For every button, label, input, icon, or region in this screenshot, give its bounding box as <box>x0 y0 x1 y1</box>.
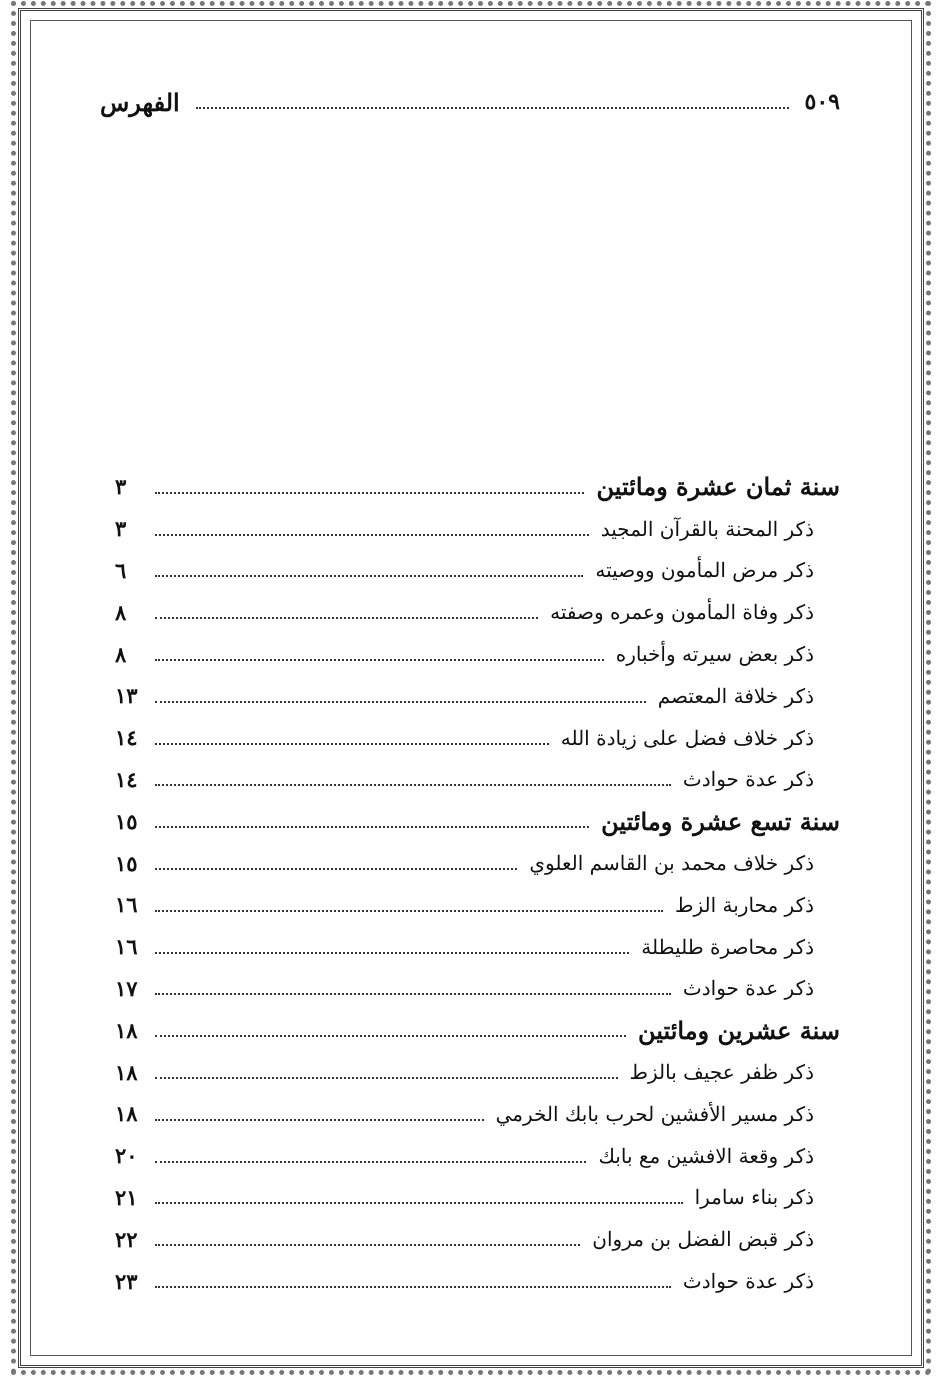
toc-section-title: سنة عشرين ومائتين <box>637 1015 840 1045</box>
running-header <box>100 82 840 122</box>
leader-dots <box>155 952 629 954</box>
header-title: الفهرس <box>100 87 180 117</box>
leader-dots <box>155 826 589 828</box>
toc-entry-row <box>115 675 840 717</box>
toc-entry-row <box>115 1135 840 1177</box>
leader-dots <box>155 659 604 661</box>
toc-page-number: ١٥ <box>115 850 138 876</box>
toc-entry-title: ذكر بعض سيرته وأخباره <box>615 642 814 667</box>
toc-page-number: ١٦ <box>115 892 138 918</box>
toc-entry-title: ذكر محاربة الزط <box>674 892 814 917</box>
toc-entry-title: ذكر وقعة الافشين مع بابك <box>598 1143 814 1168</box>
toc-page-number: ٨ <box>115 599 127 625</box>
leader-dots <box>155 1035 626 1037</box>
toc-page-number: ٨ <box>115 641 127 667</box>
toc-section-title: سنة ثمان عشرة ومائتين <box>596 472 840 502</box>
toc-entry-row <box>115 884 840 926</box>
toc-entry-title: ذكر خلاف محمد بن القاسم العلوي <box>529 851 814 876</box>
leader-dots <box>155 910 663 912</box>
header-page-number: ٥٠٩ <box>804 89 840 115</box>
leader-dots <box>155 1286 671 1288</box>
toc-entry-row <box>115 1260 840 1302</box>
toc-entry-title: ذكر عدة حوادث <box>682 1269 814 1294</box>
toc-entry-row <box>115 550 840 592</box>
leader-dots <box>155 1161 586 1163</box>
toc-entry-title: ذكر وفاة المأمون وعمره وصفته <box>550 600 814 625</box>
leader-dots <box>155 1077 618 1079</box>
leader-dots <box>155 1202 683 1204</box>
leader-dots <box>155 701 646 703</box>
toc-entry-row <box>115 717 840 759</box>
toc-entry-row <box>115 1051 840 1093</box>
toc-section-row <box>115 800 840 842</box>
toc-page-number: ١٥ <box>115 808 138 834</box>
toc-entry-row <box>115 591 840 633</box>
toc-page-number: ٣ <box>115 516 127 542</box>
toc-entry-row <box>115 759 840 801</box>
toc-page-number: ١٨ <box>115 1059 138 1085</box>
toc-entry-row <box>115 926 840 968</box>
toc-entry-title: ذكر خلاف فضل على زيادة الله <box>560 725 814 750</box>
header-leader-dots <box>196 107 789 109</box>
leader-dots <box>155 1119 484 1121</box>
toc-entry-title: ذكر عدة حوادث <box>682 767 814 792</box>
leader-dots <box>155 993 671 995</box>
leader-dots <box>155 784 671 786</box>
toc-page-number: ١٤ <box>115 766 138 792</box>
leader-dots <box>155 492 584 494</box>
toc-page-number: ١٤ <box>115 725 138 751</box>
toc-entry-title: ذكر مرض المأمون ووصيته <box>595 558 814 583</box>
table-of-contents <box>115 466 840 1302</box>
toc-section-row <box>115 466 840 508</box>
toc-page-number: ٢٣ <box>115 1268 138 1294</box>
leader-dots <box>155 1244 580 1246</box>
leader-dots <box>155 617 538 619</box>
leader-dots <box>155 868 517 870</box>
toc-page-number: ١٧ <box>115 975 138 1001</box>
toc-entry-row <box>115 1218 840 1260</box>
toc-page-number: ١٣ <box>115 683 138 709</box>
toc-entry-title: ذكر خلافة المعتصم <box>657 683 814 708</box>
toc-entry-title: ذكر بناء سامرا <box>694 1185 814 1210</box>
leader-dots <box>155 575 583 577</box>
toc-entry-row <box>115 633 840 675</box>
leader-dots <box>155 743 549 745</box>
toc-page-number: ٢٢ <box>115 1226 138 1252</box>
toc-entry-row <box>115 1177 840 1219</box>
toc-page-number: ٢٠ <box>115 1143 138 1169</box>
toc-section-row <box>115 1009 840 1051</box>
toc-page-number: ١٨ <box>115 1101 138 1127</box>
toc-entry-title: ذكر مسير الأفشين لحرب بابك الخرمي <box>495 1101 814 1126</box>
toc-page-number: ٣ <box>115 474 127 500</box>
toc-entry-title: ذكر ظفر عجيف بالزط <box>629 1060 814 1085</box>
toc-section-title: سنة تسع عشرة ومائتين <box>601 806 840 836</box>
toc-page-number: ١٨ <box>115 1017 138 1043</box>
leader-dots <box>155 534 589 536</box>
toc-entry-title: ذكر قبض الفضل بن مروان <box>592 1227 814 1252</box>
toc-page-number: ٢١ <box>115 1184 138 1210</box>
toc-page-number: ١٦ <box>115 934 138 960</box>
toc-entry-row <box>115 508 840 550</box>
toc-entry-row <box>115 968 840 1010</box>
toc-entry-title: ذكر محاصرة طليطلة <box>641 934 814 959</box>
toc-entry-title: ذكر المحنة بالقرآن المجيد <box>600 516 814 541</box>
toc-entry-row <box>115 1093 840 1135</box>
toc-entry-row <box>115 842 840 884</box>
toc-entry-title: ذكر عدة حوادث <box>682 976 814 1001</box>
toc-page-number: ٦ <box>115 557 127 583</box>
